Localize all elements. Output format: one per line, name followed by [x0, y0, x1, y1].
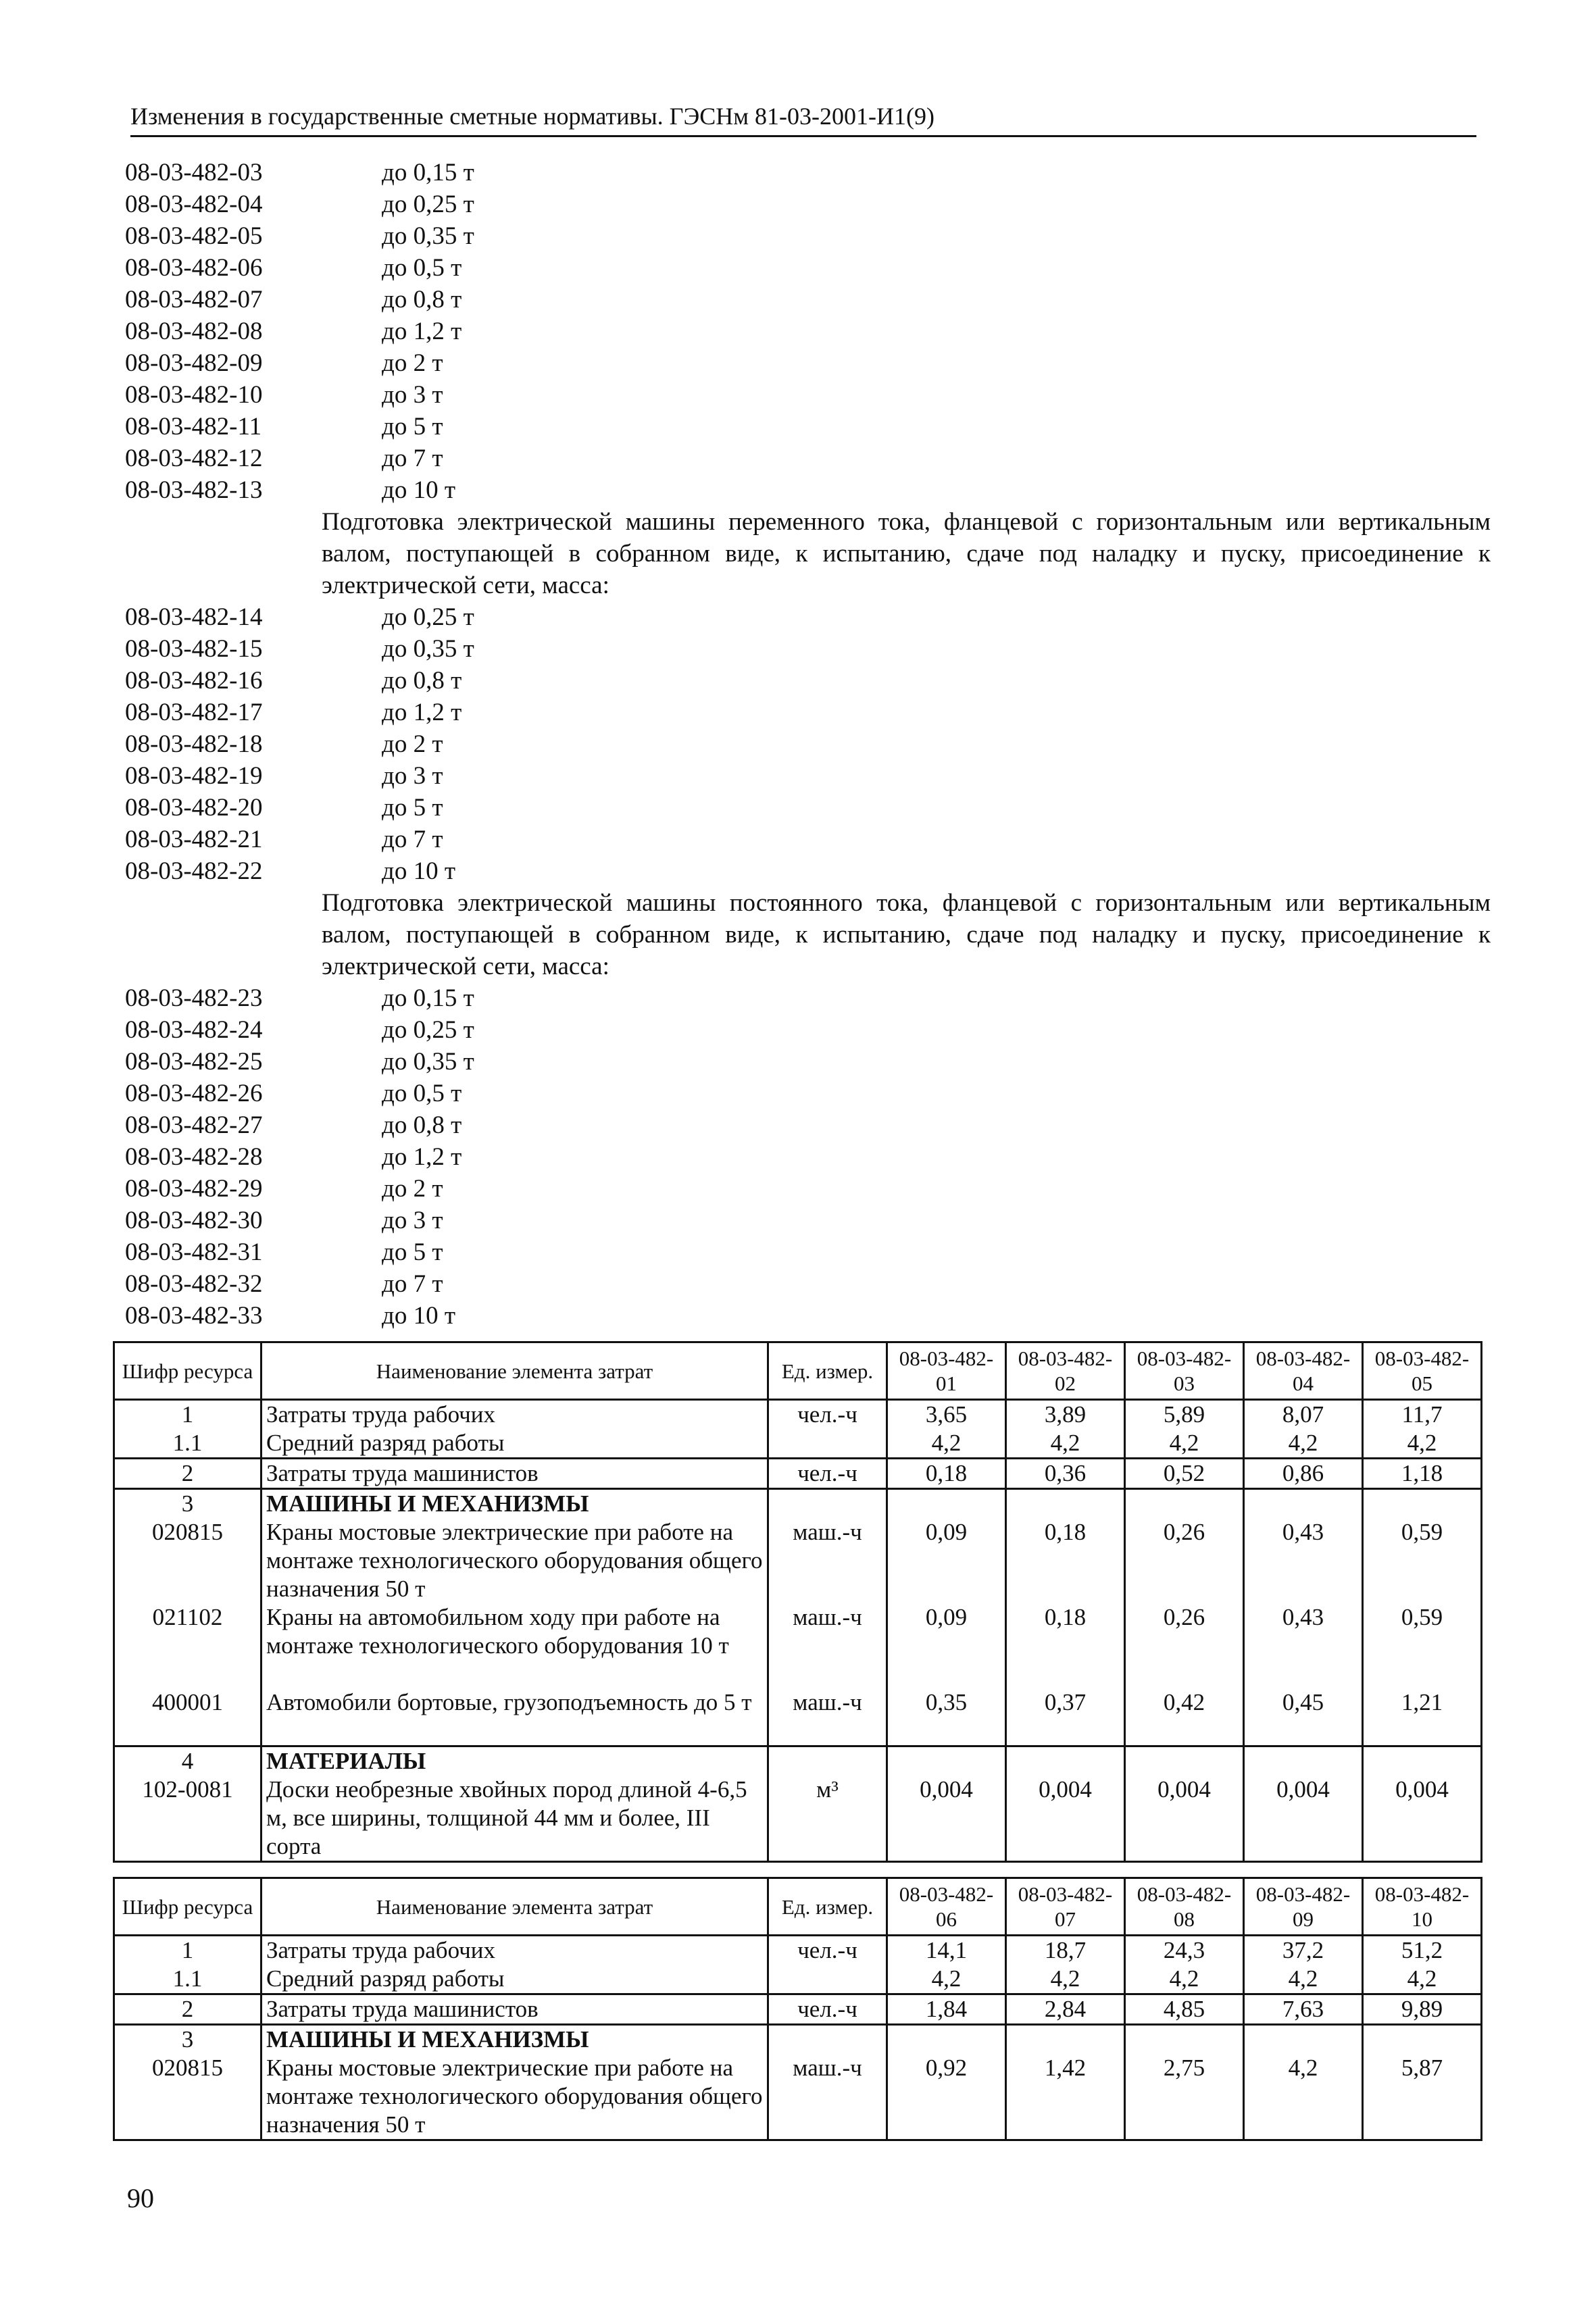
table-row [114, 1400, 1482, 1430]
resource-value: 0,18 [1044, 1519, 1087, 1545]
header-col: 08-03-482-05 [1363, 1342, 1482, 1400]
norm-code-row [125, 1236, 1483, 1268]
row-value: 4,2 [1125, 1965, 1244, 1994]
norm-code-row [125, 157, 1483, 188]
mass-range: до 5 т [382, 1238, 443, 1266]
values-cell [1244, 2025, 1363, 2140]
mass-range: до 10 т [382, 1302, 455, 1330]
resource-value: 0,004 [920, 1776, 973, 1803]
header-col: 08-03-482-02 [1006, 1342, 1125, 1400]
mass-range: до 7 т [382, 1270, 443, 1298]
norm-code-row [125, 665, 1483, 697]
norm-code-row [125, 760, 1483, 792]
header-col: 08-03-482-08 [1125, 1878, 1244, 1936]
values-cell [1006, 2025, 1125, 2140]
resource-value: 5,87 [1401, 2055, 1443, 2081]
header-col: 08-03-482-09 [1244, 1878, 1363, 1936]
norm-code-row [125, 1109, 1483, 1141]
norm-code-row [125, 347, 1483, 379]
resource-code: 020815 [152, 1519, 223, 1545]
norm-code: 08-03-482-14 [125, 603, 263, 631]
norm-code-row [125, 284, 1483, 316]
names-cell [261, 2025, 768, 2140]
mass-range: до 0,35 т [382, 635, 474, 663]
resource-unit: маш.-ч [793, 1604, 862, 1630]
mass-range: до 10 т [382, 476, 455, 504]
header-col: 08-03-482-06 [887, 1878, 1006, 1936]
mass-range: до 3 т [382, 1207, 443, 1234]
section-code: 3 [181, 1490, 194, 1517]
row-unit: чел.-ч [768, 1994, 887, 2025]
row-value: 4,2 [1363, 1965, 1482, 1994]
resource-value: 0,92 [925, 2055, 968, 2081]
section-code: 3 [181, 2026, 194, 2053]
mass-range: до 7 т [382, 826, 443, 853]
norm-code-row [125, 1078, 1483, 1109]
table-row [114, 1936, 1482, 1965]
norm-code-row [125, 1300, 1483, 1332]
units-cell [768, 1746, 887, 1862]
row-unit: чел.-ч [768, 1459, 887, 1489]
norm-code-row [125, 411, 1483, 443]
row-value: 1,18 [1363, 1459, 1482, 1489]
norm-code-row [125, 443, 1483, 474]
norm-code: 08-03-482-20 [125, 794, 263, 822]
resource-value: 0,09 [925, 1519, 968, 1545]
resource-unit: маш.-ч [793, 1689, 862, 1715]
header-unit: Ед. измер. [768, 1342, 887, 1400]
row-value: 1,84 [887, 1994, 1006, 2025]
mass-range: до 2 т [382, 349, 443, 377]
norm-code: 08-03-482-28 [125, 1143, 263, 1171]
values-cell [1125, 1489, 1244, 1746]
norm-code-row [125, 601, 1483, 633]
resource-value: 2,75 [1163, 2055, 1205, 2081]
norm-code-row [125, 316, 1483, 347]
norm-code: 08-03-482-16 [125, 667, 263, 695]
resource-value: 0,59 [1401, 1519, 1443, 1545]
row-name: Затраты труда машинистов [261, 1459, 768, 1489]
mass-range: до 10 т [382, 857, 455, 885]
machines-block [114, 2025, 1482, 2140]
norm-code-row [125, 792, 1483, 824]
mass-range: до 2 т [382, 730, 443, 758]
row-value: 4,2 [887, 1429, 1006, 1459]
section-title: МАТЕРИАЛЫ [266, 1748, 426, 1774]
header-col: 08-03-482-10 [1363, 1878, 1482, 1936]
norm-code: 08-03-482-31 [125, 1238, 263, 1266]
row-value: 14,1 [887, 1936, 1006, 1965]
row-value: 5,89 [1125, 1400, 1244, 1430]
norm-code-row [125, 252, 1483, 284]
mass-range: до 0,25 т [382, 603, 474, 631]
resource-name: Краны на автомобильном ходу при работе на монтаже технологического оборудования 10 т [266, 1604, 729, 1659]
mass-range: до 1,2 т [382, 1143, 462, 1171]
header-col: 08-03-482-07 [1006, 1878, 1125, 1936]
codes-cell [114, 1489, 261, 1746]
resource-code: 102-0081 [142, 1776, 233, 1803]
row-name: Средний разряд работы [261, 1965, 768, 1994]
page-header [130, 101, 1476, 137]
header-col: 08-03-482-01 [887, 1342, 1006, 1400]
resource-value: 0,59 [1401, 1604, 1443, 1630]
table-row [114, 1429, 1482, 1459]
norm-code: 08-03-482-09 [125, 349, 263, 377]
resource-name: Краны мостовые электрические при работе на монтаже технологического оборудования общего назначения 50 т [266, 1519, 763, 1602]
norm-code-row [125, 1268, 1483, 1300]
row-name: Средний разряд работы [261, 1429, 768, 1459]
norm-code-row [125, 1046, 1483, 1078]
mass-range: до 0,25 т [382, 191, 474, 218]
row-unit: чел.-ч [768, 1936, 887, 1965]
row-value: 8,07 [1244, 1400, 1363, 1430]
row-unit [768, 1429, 887, 1459]
mass-range: до 5 т [382, 794, 443, 822]
resource-value: 4,2 [1288, 2055, 1318, 2081]
mass-range: до 0,15 т [382, 984, 474, 1012]
mass-range: до 0,15 т [382, 159, 474, 186]
header-name: Наименование элемента затрат [261, 1878, 768, 1936]
resource-value: 0,09 [925, 1604, 968, 1630]
values-cell [1244, 1746, 1363, 1862]
mass-range: до 0,8 т [382, 286, 462, 313]
resource-value: 0,35 [925, 1689, 968, 1715]
table-row [114, 1965, 1482, 1994]
norm-code: 08-03-482-17 [125, 699, 263, 726]
mass-range: до 0,5 т [382, 254, 462, 282]
norm-code: 08-03-482-22 [125, 857, 263, 885]
resource-value: 0,43 [1282, 1519, 1324, 1545]
norm-code: 08-03-482-27 [125, 1111, 263, 1139]
mass-range: до 2 т [382, 1175, 443, 1203]
norm-code: 08-03-482-21 [125, 826, 263, 853]
materials-block [114, 1746, 1482, 1862]
row-value: 3,89 [1006, 1400, 1125, 1430]
resource-value: 0,37 [1044, 1689, 1087, 1715]
resource-name: Доски необрезные хвойных пород длиной 4-6,5 м, все ширины, толщиной 44 мм и более, III сорта [266, 1776, 747, 1859]
row-code: 2 [114, 1994, 261, 2025]
mass-range: до 0,35 т [382, 222, 474, 250]
units-cell [768, 1489, 887, 1746]
norm-code-row [125, 1141, 1483, 1173]
header-code: Шифр ресурса [114, 1878, 261, 1936]
values-cell [887, 2025, 1006, 2140]
norm-code: 08-03-482-30 [125, 1207, 263, 1234]
table-row [114, 1459, 1482, 1489]
row-value: 4,2 [1006, 1429, 1125, 1459]
norm-code-row [125, 188, 1483, 220]
values-cell [1244, 1489, 1363, 1746]
row-value: 37,2 [1244, 1936, 1363, 1965]
codes-cell [114, 1746, 261, 1862]
norm-code-row [125, 220, 1483, 252]
resource-value: 0,18 [1044, 1604, 1087, 1630]
mass-range: до 0,35 т [382, 1048, 474, 1076]
resource-table-2 [113, 1877, 1482, 2141]
codes-cell [114, 2025, 261, 2140]
header-unit: Ед. измер. [768, 1878, 887, 1936]
row-value: 9,89 [1363, 1994, 1482, 2025]
norm-code: 08-03-482-19 [125, 762, 263, 790]
norm-code: 08-03-482-15 [125, 635, 263, 663]
row-name: Затраты труда машинистов [261, 1994, 768, 2025]
resource-value: 0,42 [1163, 1689, 1205, 1715]
norm-code: 08-03-482-07 [125, 286, 263, 313]
mass-range: до 0,25 т [382, 1016, 474, 1044]
norm-code-row [125, 1205, 1483, 1236]
row-code: 2 [114, 1459, 261, 1489]
norm-code-row [125, 982, 1483, 1014]
values-cell [1363, 1489, 1482, 1746]
resource-value: 0,004 [1395, 1776, 1449, 1803]
norm-code: 08-03-482-29 [125, 1175, 263, 1203]
resource-code: 021102 [152, 1604, 223, 1630]
resource-code: 400001 [152, 1689, 223, 1715]
values-cell [887, 1746, 1006, 1862]
norm-code: 08-03-482-03 [125, 159, 263, 186]
norm-code: 08-03-482-32 [125, 1270, 263, 1298]
norm-code: 08-03-482-11 [125, 413, 262, 441]
norm-code: 08-03-482-25 [125, 1048, 263, 1076]
resource-table-1 [113, 1341, 1482, 1863]
resource-name: Краны мостовые электрические при работе на монтаже технологического оборудования общего назначения 50 т [266, 2055, 763, 2138]
row-code: 1 [114, 1936, 261, 1965]
resource-value: 0,45 [1282, 1689, 1324, 1715]
norm-code-row [125, 1014, 1483, 1046]
norm-code: 08-03-482-10 [125, 381, 263, 409]
norm-code-row [125, 474, 1483, 506]
code-group-2 [125, 601, 1483, 887]
mass-range: до 5 т [382, 413, 443, 441]
resource-name: Автомобили бортовые, грузоподъемность до 5 т [266, 1689, 752, 1715]
header-col: 08-03-482-03 [1125, 1342, 1244, 1400]
values-cell [1125, 1746, 1244, 1862]
names-cell [261, 1746, 768, 1862]
header-code: Шифр ресурса [114, 1342, 261, 1400]
norm-code-row [125, 633, 1483, 665]
row-value: 7,63 [1244, 1994, 1363, 2025]
page-number: 90 [127, 2183, 154, 2213]
names-cell [261, 1489, 768, 1746]
row-value: 24,3 [1125, 1936, 1244, 1965]
row-unit: чел.-ч [768, 1400, 887, 1430]
row-value: 4,2 [1125, 1429, 1244, 1459]
norm-code: 08-03-482-18 [125, 730, 263, 758]
norm-code-row [125, 379, 1483, 411]
mass-range: до 3 т [382, 762, 443, 790]
norm-code: 08-03-482-23 [125, 984, 263, 1012]
row-value: 11,7 [1363, 1400, 1482, 1430]
description-dc-machines: Подготовка электрической машины постоянного тока, фланцевой с горизонтальным или вертикальным валом, поступающей в собранном виде, к испытанию, сдаче под наладку и пуску, присоединение к электрической сети, масса: [322, 889, 1491, 980]
row-value: 0,86 [1244, 1459, 1363, 1489]
mass-range: до 7 т [382, 445, 443, 472]
norm-code-row [125, 728, 1483, 760]
row-value: 4,2 [1244, 1965, 1363, 1994]
resource-unit: м³ [816, 1776, 839, 1803]
values-cell [1363, 2025, 1482, 2140]
resource-unit: маш.-ч [793, 2055, 862, 2081]
row-unit [768, 1965, 887, 1994]
header-name: Наименование элемента затрат [261, 1342, 768, 1400]
mass-range: до 1,2 т [382, 318, 462, 345]
norm-code-list [125, 157, 1491, 1332]
row-value: 4,2 [887, 1965, 1006, 1994]
row-value: 51,2 [1363, 1936, 1482, 1965]
norm-code: 08-03-482-33 [125, 1302, 263, 1330]
row-code: 1.1 [114, 1965, 261, 1994]
units-cell [768, 2025, 887, 2140]
row-value: 4,2 [1244, 1429, 1363, 1459]
section-title: МАШИНЫ И МЕХАНИЗМЫ [266, 2026, 589, 2053]
norm-code: 08-03-482-12 [125, 445, 263, 472]
mass-range: до 0,8 т [382, 667, 462, 695]
code-group-3 [125, 982, 1483, 1332]
resource-value: 0,26 [1163, 1519, 1205, 1545]
norm-code-row [125, 697, 1483, 728]
norm-code: 08-03-482-08 [125, 318, 263, 345]
norm-code-row [125, 855, 1483, 887]
mass-range: до 0,5 т [382, 1080, 462, 1107]
mass-range: до 1,2 т [382, 699, 462, 726]
norm-code: 08-03-482-05 [125, 222, 263, 250]
row-value: 4,2 [1363, 1429, 1482, 1459]
resource-unit: маш.-ч [793, 1519, 862, 1545]
row-value: 2,84 [1006, 1994, 1125, 2025]
row-value: 0,18 [887, 1459, 1006, 1489]
row-value: 18,7 [1006, 1936, 1125, 1965]
table-row [114, 1994, 1482, 2025]
values-cell [1006, 1489, 1125, 1746]
section-title: МАШИНЫ И МЕХАНИЗМЫ [266, 1490, 589, 1517]
norm-code-row [125, 824, 1483, 855]
resource-value: 0,43 [1282, 1604, 1324, 1630]
resource-value: 0,004 [1039, 1776, 1092, 1803]
row-value: 4,2 [1006, 1965, 1125, 1994]
header-col: 08-03-482-04 [1244, 1342, 1363, 1400]
table-header-row [114, 1342, 1482, 1400]
row-name: Затраты труда рабочих [261, 1936, 768, 1965]
norm-code: 08-03-482-06 [125, 254, 263, 282]
norm-code-row [125, 1173, 1483, 1205]
mass-range: до 0,8 т [382, 1111, 462, 1139]
norm-code: 08-03-482-24 [125, 1016, 263, 1044]
header-title: Изменения в государственные сметные нормативы. ГЭСНм 81-03-2001-И1(9) [130, 103, 934, 130]
machines-block [114, 1489, 1482, 1746]
row-name: Затраты труда рабочих [261, 1400, 768, 1430]
row-value: 0,36 [1006, 1459, 1125, 1489]
resource-value: 0,004 [1157, 1776, 1211, 1803]
row-code: 1.1 [114, 1429, 261, 1459]
row-code: 1 [114, 1400, 261, 1430]
norm-code: 08-03-482-13 [125, 476, 263, 504]
resource-value: 1,21 [1401, 1689, 1443, 1715]
table-header-row [114, 1878, 1482, 1936]
norm-code: 08-03-482-26 [125, 1080, 263, 1107]
section-code: 4 [181, 1748, 194, 1774]
row-value: 3,65 [887, 1400, 1006, 1430]
resource-value: 1,42 [1044, 2055, 1087, 2081]
values-cell [887, 1489, 1006, 1746]
resource-value: 0,004 [1276, 1776, 1330, 1803]
row-value: 0,52 [1125, 1459, 1244, 1489]
values-cell [1006, 1746, 1125, 1862]
code-group-1 [125, 157, 1483, 506]
row-value: 4,85 [1125, 1994, 1244, 2025]
resource-code: 020815 [152, 2055, 223, 2081]
resource-value: 0,26 [1163, 1604, 1205, 1630]
values-cell [1363, 1746, 1482, 1862]
mass-range: до 3 т [382, 381, 443, 409]
norm-code: 08-03-482-04 [125, 191, 263, 218]
values-cell [1125, 2025, 1244, 2140]
description-ac-machines: Подготовка электрической машины переменного тока, фланцевой с горизонтальным или вертикальным валом, поступающей в собранном виде, к испытанию, сдаче под наладку и пуску, присоединение к электрической сети, масса: [322, 508, 1491, 599]
